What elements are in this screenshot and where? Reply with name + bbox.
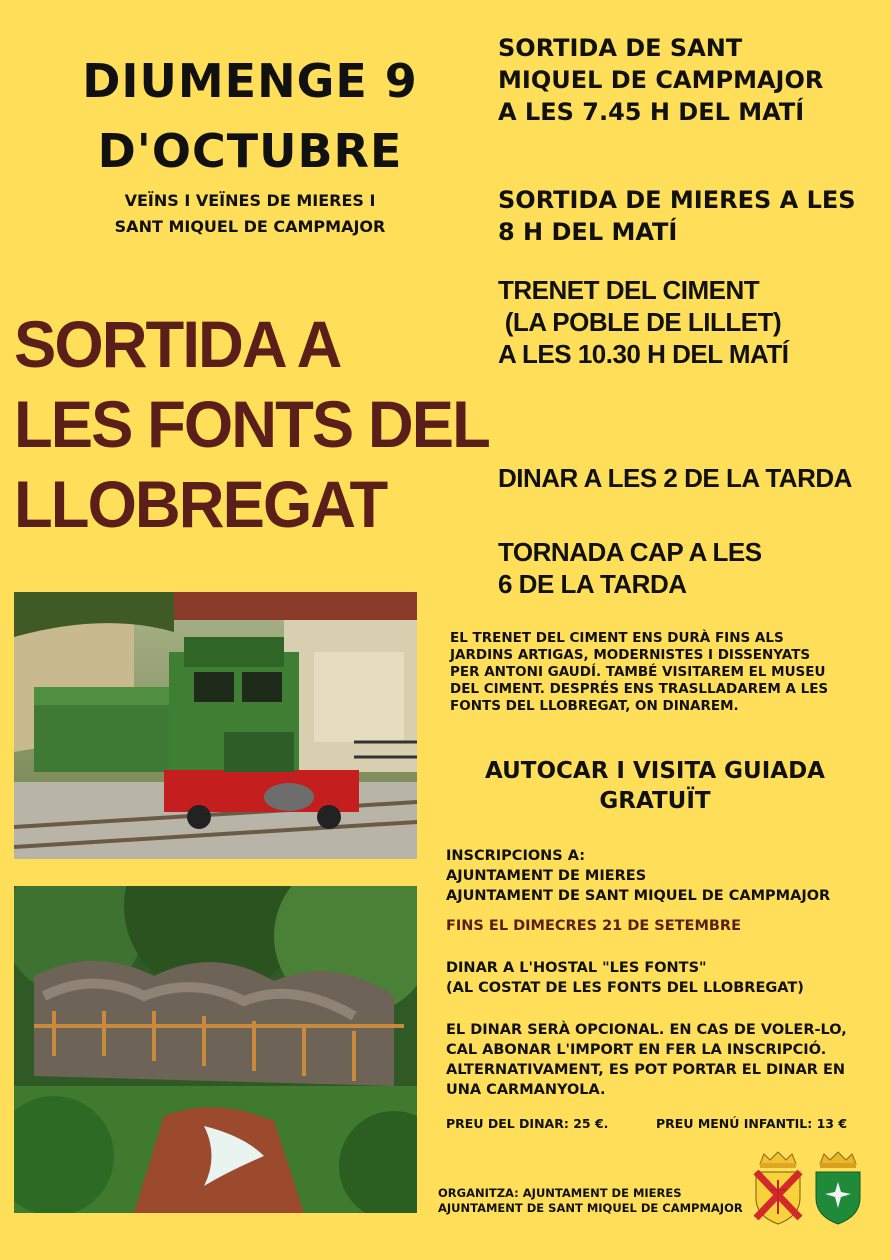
train-line-1: TRENET DEL CIMENT (498, 275, 760, 305)
sant-miquel-coat-of-arms-icon (812, 1150, 864, 1226)
train-info (498, 274, 878, 370)
return-time (498, 536, 878, 600)
child-price: PREU MENÚ INFANTIL: 13 € (656, 1116, 848, 1131)
organizer-line-1: ORGANITZA: AJUNTAMENT DE MIERES (438, 1186, 682, 1200)
title-line-2: LES FONTS DEL (14, 387, 489, 461)
optional-line-1: EL DINAR SERÀ OPCIONAL. EN CAS DE VOLER-LO, (446, 1022, 847, 1038)
organizer (438, 1186, 743, 1216)
registration (446, 846, 876, 936)
departure-mieres (498, 184, 878, 248)
adult-price: PREU DEL DINAR: 25 €. (446, 1116, 609, 1131)
registration-deadline: FINS EL DIMECRES 21 DE SETEMBRE (446, 918, 741, 934)
train-line-3: A LES 10.30 H DEL MATÍ (498, 339, 789, 369)
registration-place-2: AJUNTAMENT DE SANT MIQUEL DE CAMPMAJOR (446, 888, 831, 904)
organizer-line-2: AJUNTAMENT DE SANT MIQUEL DE CAMPMAJOR (438, 1201, 743, 1215)
optional-line-4: UNA CARMANYOLA. (446, 1082, 606, 1098)
mieres-coat-of-arms-icon (752, 1150, 804, 1226)
bus-line-2: GRATUÏT (599, 788, 711, 814)
registration-place-1: AJUNTAMENT DE MIERES (446, 868, 647, 884)
event-date (40, 46, 460, 186)
train-photo (14, 592, 417, 859)
restaurant-info (446, 958, 876, 998)
trip-description (450, 630, 870, 715)
audience-line-1: VEÏNS I VEÏNES DE MIERES I (124, 191, 376, 210)
audience-line-2: SANT MIQUEL DE CAMPMAJOR (114, 217, 386, 236)
main-title (14, 304, 494, 544)
train-line-2: (LA POBLE DE LILLET) (498, 307, 782, 337)
departure2-line-2: 8 H DEL MATÍ (498, 218, 678, 246)
return-line-1: TORNADA CAP A LES (498, 537, 762, 567)
description-line-5: FONTS DEL LLOBREGAT, ON DINAREM. (450, 698, 739, 714)
date-line-1: DIUMENGE 9 (82, 54, 418, 108)
restaurant-line-1: DINAR A L'HOSTAL "LES FONTS" (446, 960, 707, 976)
date-line-2: D'OCTUBRE (97, 124, 403, 178)
audience (40, 188, 460, 240)
title-line-1: SORTIDA A (14, 307, 341, 381)
description-line-2: JARDINS ARTIGAS, MODERNISTES I DISSENYATS (450, 647, 811, 663)
title-line-3: LLOBREGAT (14, 467, 387, 541)
departure2-line-1: SORTIDA DE MIERES A LES (498, 186, 856, 214)
bus-notice (440, 756, 870, 816)
return-line-2: 6 DE LA TARDA (498, 569, 687, 599)
departure1-line-1: SORTIDA DE SANT (498, 34, 743, 62)
optional-line-2: CAL ABONAR L'IMPORT EN FER LA INSCRIPCIÓ. (446, 1042, 827, 1058)
restaurant-line-2: (AL COSTAT DE LES FONTS DEL LLOBREGAT) (446, 980, 804, 996)
waterfall-photo (14, 886, 417, 1213)
description-line-1: EL TRENET DEL CIMENT ENS DURÀ FINS ALS (450, 630, 784, 646)
description-line-3: PER ANTONI GAUDÍ. TAMBÉ VISITAREM EL MUSEU (450, 664, 826, 680)
lunch-line: DINAR A LES 2 DE LA TARDA (498, 463, 852, 493)
optional-line-3: ALTERNATIVAMENT, ES POT PORTAR EL DINAR EN (446, 1062, 846, 1078)
bus-line-1: AUTOCAR I VISITA GUIADA (485, 758, 825, 784)
departure-sant-miquel (498, 32, 878, 128)
lunch-time (498, 462, 878, 494)
departure1-line-3: A LES 7.45 H DEL MATÍ (498, 98, 805, 126)
optional-lunch (446, 1020, 876, 1100)
departure1-line-2: MIQUEL DE CAMPMAJOR (498, 66, 824, 94)
registration-heading: INSCRIPCIONS A: (446, 848, 586, 864)
description-line-4: DEL CIMENT. DESPRÉS ENS TRASLLADAREM A LES (450, 681, 829, 697)
